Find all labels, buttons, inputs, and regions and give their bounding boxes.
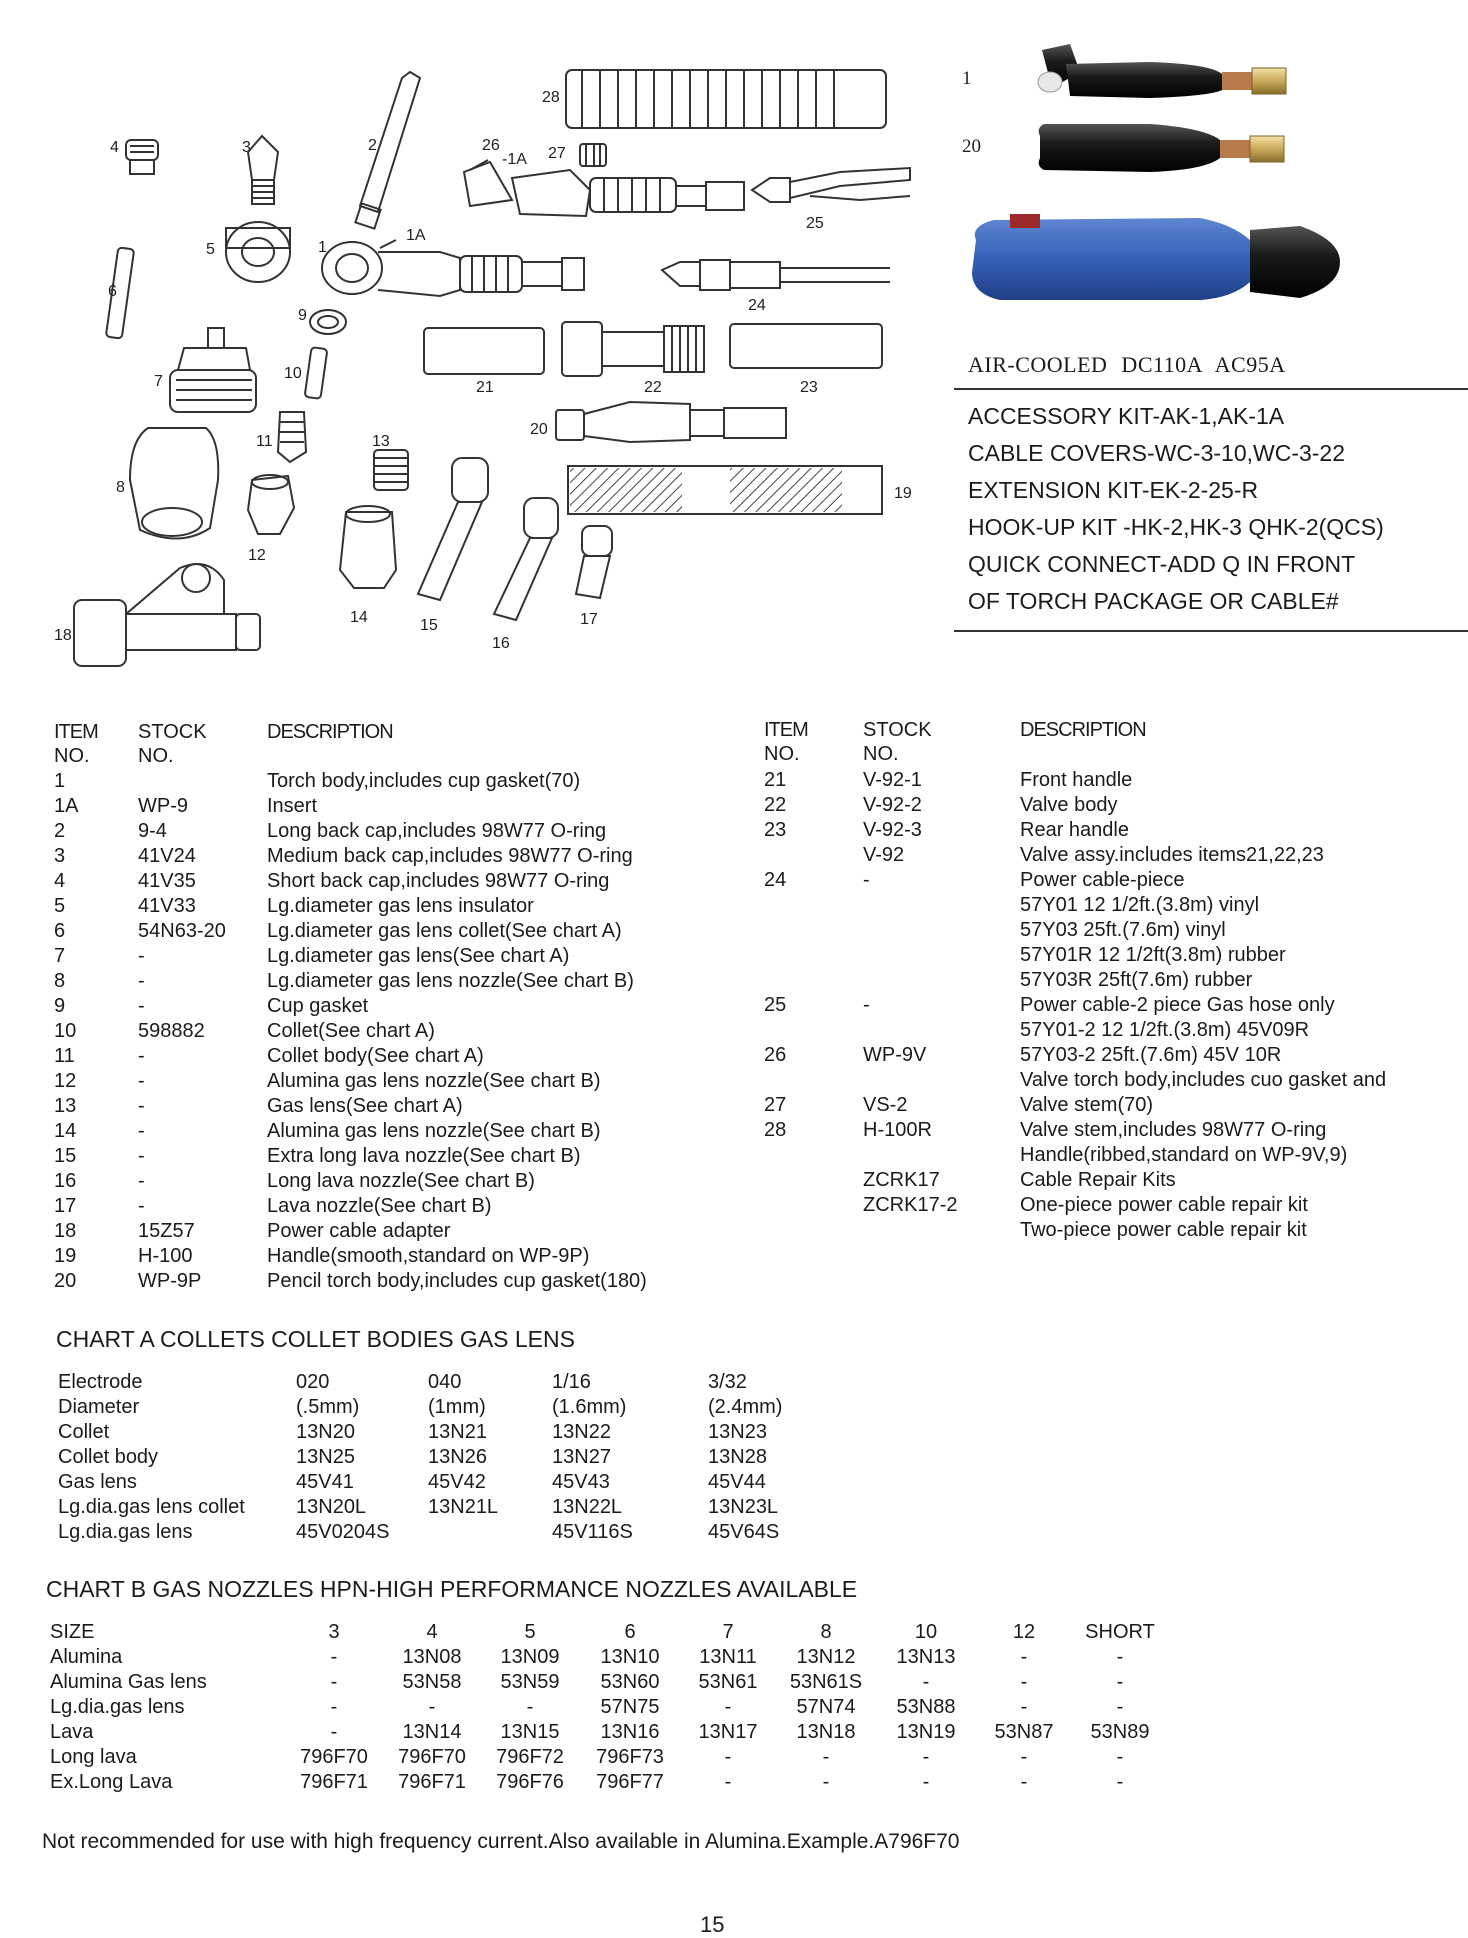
chart-b-cell: 13N17 xyxy=(698,1721,758,1743)
parts-desc: Lava nozzle(See chart B) xyxy=(267,1195,492,1217)
parts-item: 4 xyxy=(54,870,66,892)
chart-b-cell: - xyxy=(1116,1696,1124,1718)
header-stock-right: STOCK xyxy=(863,719,932,741)
parts-item: 26 xyxy=(764,1044,787,1066)
parts-desc: Front handle xyxy=(1020,769,1133,791)
chart-a-cell: 3/32 xyxy=(708,1371,747,1393)
chart-b-cell: - xyxy=(1020,1771,1028,1793)
chart-b-cell: - xyxy=(822,1746,830,1768)
callout-17: 17 xyxy=(580,611,598,628)
chart-b-cell: - xyxy=(922,1671,930,1693)
chart-b-row-label: SIZE xyxy=(50,1621,95,1643)
parts-stock: 598882 xyxy=(138,1020,205,1042)
chart-b-cell: - xyxy=(330,1671,338,1693)
chart-a-cell: 45V116S xyxy=(552,1521,633,1543)
chart-a-cell: 45V41 xyxy=(296,1471,354,1493)
parts-stock: 54N63-20 xyxy=(138,920,226,942)
parts-desc: Long lava nozzle(See chart B) xyxy=(267,1170,535,1192)
callout-9: 9 xyxy=(298,307,307,324)
parts-item: 25 xyxy=(764,994,787,1016)
chart-a-cell: 13N22 xyxy=(552,1421,611,1443)
chart-a-cell: 13N26 xyxy=(428,1446,487,1468)
chart-b-cell: 53N87 xyxy=(994,1721,1054,1743)
parts-item: 19 xyxy=(54,1245,77,1267)
chart-b-cell: 10 xyxy=(914,1621,938,1643)
chart-a-cell: 13N21 xyxy=(428,1421,487,1443)
chart-b-cell: SHORT xyxy=(1085,1621,1155,1643)
chart-b-cell: 796F77 xyxy=(596,1771,664,1793)
header-stock: STOCK xyxy=(138,721,207,743)
header-item-no-right: NO. xyxy=(764,743,800,765)
part-7-gas-lens xyxy=(170,328,256,412)
chart-b-cell: - xyxy=(330,1721,338,1743)
part-5-insulator xyxy=(226,222,290,282)
kit-line: ACCESSORY KIT-AK-1,AK-1A xyxy=(968,403,1285,429)
parts-stock: - xyxy=(138,1045,145,1067)
callout-7: 7 xyxy=(154,373,163,390)
chart-a-cell: (1.6mm) xyxy=(552,1396,627,1418)
chart-b-row-label: Lg.dia.gas lens xyxy=(50,1696,185,1718)
header-item-right: ITEM xyxy=(764,719,808,741)
parts-desc: Valve stem,includes 98W77 O-ring xyxy=(1020,1119,1327,1141)
chart-b-cell: - xyxy=(330,1646,338,1668)
divider-bottom xyxy=(954,630,1468,632)
parts-stock: - xyxy=(138,995,145,1017)
page-number: 15 xyxy=(700,1912,725,1937)
chart-b-cell: 7 xyxy=(722,1621,734,1643)
chart-b-cell: - xyxy=(822,1771,830,1793)
chart-a-cell: 45V64S xyxy=(708,1521,780,1543)
part-11-collet-body xyxy=(278,412,306,462)
parts-item: 28 xyxy=(764,1119,787,1141)
chart-a-cell: 1/16 xyxy=(552,1371,591,1393)
callout-2: 2 xyxy=(368,137,377,154)
chart-b-cell: 13N12 xyxy=(796,1646,856,1668)
parts-stock: - xyxy=(138,1195,145,1217)
callout-26: 26 xyxy=(482,137,500,154)
parts-desc: One-piece power cable repair kit xyxy=(1020,1194,1308,1216)
parts-stock: ZCRK17 xyxy=(863,1169,940,1191)
chart-b-cell: 796F70 xyxy=(398,1746,466,1768)
chart-a-row-label: Collet body xyxy=(58,1446,159,1468)
parts-item: 9 xyxy=(54,995,66,1017)
chart-b-cell: 12 xyxy=(1012,1621,1036,1643)
parts-table-left xyxy=(54,769,714,1299)
chart-a-cell: (2.4mm) xyxy=(708,1396,783,1418)
parts-item: 7 xyxy=(54,945,66,967)
chart-b-cell: - xyxy=(922,1771,930,1793)
chart-a-cell: 020 xyxy=(296,1371,330,1393)
chart-a-cell: 45V0204S xyxy=(296,1521,390,1543)
rating-line: AIR-COOLED DC110A AC95A xyxy=(968,352,1286,377)
parts-desc: 57Y01 12 1/2ft.(3.8m) vinyl xyxy=(1020,894,1260,916)
photo-handle-blue xyxy=(972,214,1340,300)
part-22-valve-body xyxy=(562,322,704,376)
chart-b-cell: - xyxy=(724,1696,732,1718)
callout-1a: 1A xyxy=(406,227,426,244)
parts-stock: - xyxy=(138,1070,145,1092)
chart-b-row-label: Long lava xyxy=(50,1746,137,1768)
parts-stock: WP-9P xyxy=(138,1270,202,1292)
chart-b-cell: 796F73 xyxy=(596,1746,664,1768)
part-21-front-handle xyxy=(424,328,544,374)
parts-desc: Handle(ribbed,standard on WP-9V,9) xyxy=(1020,1144,1348,1166)
parts-desc: Short back cap,includes 98W77 O-ring xyxy=(267,870,610,892)
chart-b-cell: 53N88 xyxy=(896,1696,956,1718)
chart-a-table xyxy=(58,1370,818,1550)
parts-stock: - xyxy=(138,945,145,967)
parts-desc: Torch body,includes cup gasket(70) xyxy=(267,770,581,792)
parts-desc: Extra long lava nozzle(See chart B) xyxy=(267,1145,581,1167)
parts-desc: Cup gasket xyxy=(267,995,369,1017)
chart-b-cell: 4 xyxy=(426,1621,438,1643)
kit-line: CABLE COVERS-WC-3-10,WC-3-22 xyxy=(968,440,1346,466)
chart-b-cell: - xyxy=(428,1696,436,1718)
callout-15: 15 xyxy=(420,617,438,634)
part-28-ribbed-handle xyxy=(566,70,886,128)
part-14-nozzle xyxy=(340,506,396,588)
photo-torch-1 xyxy=(1038,44,1286,98)
callout-20: 20 xyxy=(530,421,548,438)
chart-a-cell: 13N28 xyxy=(708,1446,767,1468)
callout-23: 23 xyxy=(800,379,818,396)
parts-item: 12 xyxy=(54,1070,77,1092)
parts-item: 10 xyxy=(54,1020,77,1042)
chart-b-row-label: Lava xyxy=(50,1721,94,1743)
parts-desc: Lg.diameter gas lens insulator xyxy=(267,895,534,917)
parts-desc: Power cable-piece xyxy=(1020,869,1185,891)
parts-item: 1 xyxy=(54,770,66,792)
parts-stock: V-92-3 xyxy=(863,819,922,841)
parts-desc: Cable Repair Kits xyxy=(1020,1169,1176,1191)
parts-desc: Lg.diameter gas lens nozzle(See chart B) xyxy=(267,970,634,992)
parts-item: 8 xyxy=(54,970,66,992)
chart-b-cell: - xyxy=(1020,1696,1028,1718)
chart-a-cell: 13N21L xyxy=(428,1496,499,1518)
chart-b-cell: 53N89 xyxy=(1090,1721,1150,1743)
chart-a-row-label: Electrode xyxy=(58,1371,143,1393)
part-19-smooth-handle xyxy=(568,466,882,514)
callout-28: 28 xyxy=(542,89,560,106)
chart-b-row-label: Alumina Gas lens xyxy=(50,1671,207,1693)
chart-a-row-label: Collet xyxy=(58,1421,110,1443)
part-25-power-cable-2-piece xyxy=(752,168,910,202)
parts-stock: WP-9 xyxy=(138,795,188,817)
part-15-extra-long-lava xyxy=(418,458,488,600)
part-26-valve-torch-body xyxy=(464,162,744,216)
parts-desc: Collet body(See chart A) xyxy=(267,1045,484,1067)
chart-a-cell: 13N22L xyxy=(552,1496,623,1518)
kit-list xyxy=(968,398,1384,620)
chart-b-cell: 13N19 xyxy=(896,1721,956,1743)
header-stock-no-right: NO. xyxy=(863,743,899,765)
part-9-cup-gasket xyxy=(310,310,346,334)
parts-stock: - xyxy=(138,970,145,992)
callout-11: 11 xyxy=(256,433,273,450)
callout-6: 6 xyxy=(108,283,117,300)
callout-18: 18 xyxy=(54,627,72,644)
parts-stock: 41V35 xyxy=(138,870,196,892)
callout-14: 14 xyxy=(350,609,368,626)
parts-desc: 57Y03 25ft.(7.6m) vinyl xyxy=(1020,919,1226,941)
parts-desc: Valve stem(70) xyxy=(1020,1094,1154,1116)
chart-b-cell: 13N08 xyxy=(402,1646,462,1668)
chart-b-cell: 796F72 xyxy=(496,1746,564,1768)
parts-stock: H-100 xyxy=(138,1245,193,1267)
parts-desc: 57Y03R 25ft(7.6m) rubber xyxy=(1020,969,1253,991)
parts-desc: Collet(See chart A) xyxy=(267,1020,435,1042)
parts-item: 5 xyxy=(54,895,66,917)
parts-stock: - xyxy=(863,869,870,891)
part-2-long-back-cap xyxy=(355,72,420,229)
chart-a-row-label: Lg.dia.gas lens collet xyxy=(58,1496,245,1518)
parts-desc: 57Y01-2 12 1/2ft.(3.8m) 45V09R xyxy=(1020,1019,1310,1041)
chart-a-cell: 13N20L xyxy=(296,1496,367,1518)
kit-line: EXTENSION KIT-EK-2-25-R xyxy=(968,477,1259,503)
parts-desc: Medium back cap,includes 98W77 O-ring xyxy=(267,845,633,867)
callout-25: 25 xyxy=(806,215,824,232)
part-1-torch-body xyxy=(322,242,584,296)
parts-item: 15 xyxy=(54,1145,77,1167)
part-12-alumina-nozzle xyxy=(248,475,294,534)
callout-12: 12 xyxy=(248,547,266,564)
parts-item: 17 xyxy=(54,1195,77,1217)
parts-stock: V-92 xyxy=(863,844,905,866)
parts-desc: Long back cap,includes 98W77 O-ring xyxy=(267,820,607,842)
part-17-lava-nozzle xyxy=(576,526,612,598)
parts-item: 6 xyxy=(54,920,66,942)
chart-b-cell: - xyxy=(1116,1671,1124,1693)
parts-stock: - xyxy=(863,994,870,1016)
chart-b-cell: 53N59 xyxy=(500,1671,560,1693)
parts-item: 11 xyxy=(54,1045,75,1067)
parts-stock: WP-9V xyxy=(863,1044,927,1066)
part-10-collet xyxy=(305,347,328,399)
chart-a-cell: (1mm) xyxy=(428,1396,486,1418)
part-3-medium-back-cap xyxy=(248,136,278,204)
photo-label-1: 1 xyxy=(962,68,972,89)
part-13-gas-lens xyxy=(374,450,408,490)
parts-desc: Power cable-2 piece Gas hose only xyxy=(1020,994,1335,1016)
chart-a-cell: 040 xyxy=(428,1371,462,1393)
chart-a-cell: 45V43 xyxy=(552,1471,610,1493)
callout-22: 22 xyxy=(644,379,662,396)
chart-a-cell: 13N25 xyxy=(296,1446,355,1468)
chart-b-cell: - xyxy=(1020,1646,1028,1668)
parts-stock: - xyxy=(138,1145,145,1167)
part-8-nozzle xyxy=(130,428,218,539)
chart-b-cell: - xyxy=(1116,1646,1124,1668)
callout-21: 21 xyxy=(476,379,494,396)
callout-13: 13 xyxy=(372,433,390,450)
parts-desc: Rear handle xyxy=(1020,819,1129,841)
chart-a-cell: 45V42 xyxy=(428,1471,486,1493)
chart-b-cell: 796F71 xyxy=(300,1771,368,1793)
parts-desc: Gas lens(See chart A) xyxy=(267,1095,463,1117)
parts-item: 13 xyxy=(54,1095,77,1117)
parts-item: 18 xyxy=(54,1220,77,1242)
chart-b-cell: - xyxy=(724,1746,732,1768)
chart-b-cell: 13N16 xyxy=(600,1721,660,1743)
parts-desc: Lg.diameter gas lens(See chart A) xyxy=(267,945,570,967)
part-20-pencil-torch-body xyxy=(556,402,786,442)
chart-b-cell: 796F71 xyxy=(398,1771,466,1793)
chart-a-row-label: Gas lens xyxy=(58,1471,137,1493)
photo-label-20: 20 xyxy=(962,136,981,157)
parts-stock: 41V24 xyxy=(138,845,196,867)
callout-19: 19 xyxy=(894,485,912,502)
chart-b-cell: 53N60 xyxy=(600,1671,660,1693)
parts-item: 20 xyxy=(54,1270,77,1292)
chart-a-cell: 45V44 xyxy=(708,1471,766,1493)
chart-b-cell: 53N61S xyxy=(789,1671,863,1693)
callout-27: 27 xyxy=(548,145,566,162)
parts-item: 14 xyxy=(54,1120,77,1142)
parts-item: 27 xyxy=(764,1094,787,1116)
callout-4: 4 xyxy=(110,139,119,156)
parts-stock: 41V33 xyxy=(138,895,196,917)
chart-b-cell: 13N18 xyxy=(796,1721,856,1743)
chart-b-cell: 13N09 xyxy=(500,1646,560,1668)
chart-b-table xyxy=(50,1620,1180,1800)
chart-b-cell: 53N61 xyxy=(698,1671,758,1693)
chart-b-cell: 13N15 xyxy=(500,1721,560,1743)
chart-b-cell: 6 xyxy=(624,1621,636,1643)
parts-desc: Valve torch body,includes cuo gasket and xyxy=(1020,1069,1387,1091)
parts-table-right xyxy=(764,768,1444,1248)
parts-item: 23 xyxy=(764,819,787,841)
part-24-power-cable xyxy=(662,260,890,290)
kit-line: OF TORCH PACKAGE OR CABLE# xyxy=(968,588,1339,614)
parts-item: 16 xyxy=(54,1170,77,1192)
kit-line: HOOK-UP KIT -HK-2,HK-3 QHK-2(QCS) xyxy=(968,514,1384,540)
header-item-no: NO. xyxy=(54,745,90,767)
chart-b-cell: - xyxy=(922,1746,930,1768)
parts-desc: Handle(smooth,standard on WP-9P) xyxy=(267,1245,590,1267)
chart-b-cell: - xyxy=(1020,1671,1028,1693)
chart-b-cell: - xyxy=(330,1696,338,1718)
chart-b-cell: - xyxy=(1116,1771,1124,1793)
chart-a-title: CHART A COLLETS COLLET BODIES GAS LENS xyxy=(56,1326,575,1352)
chart-b-row-label: Ex.Long Lava xyxy=(50,1771,173,1793)
photo-torch-20 xyxy=(1039,124,1284,172)
divider-top xyxy=(954,388,1468,390)
part-27-valve-stem xyxy=(580,144,606,166)
callout-24: 24 xyxy=(748,297,766,314)
parts-stock: - xyxy=(138,1095,145,1117)
parts-desc: Alumina gas lens nozzle(See chart B) xyxy=(267,1120,601,1142)
chart-b-cell: - xyxy=(724,1771,732,1793)
chart-b-cell: - xyxy=(1116,1746,1124,1768)
chart-a-cell: 13N27 xyxy=(552,1446,611,1468)
parts-desc: 57Y01R 12 1/2ft(3.8m) rubber xyxy=(1020,944,1286,966)
chart-b-cell: 53N58 xyxy=(402,1671,462,1693)
chart-a-cell: 13N20 xyxy=(296,1421,355,1443)
part-16-long-lava xyxy=(494,498,558,620)
callout-3: 3 xyxy=(242,139,251,156)
chart-b-cell: - xyxy=(1020,1746,1028,1768)
parts-stock: 15Z57 xyxy=(138,1220,195,1242)
part-18-power-cable-adapter xyxy=(74,564,260,666)
chart-b-cell: 13N10 xyxy=(600,1646,660,1668)
parts-desc: 57Y03-2 25ft.(7.6m) 45V 10R xyxy=(1020,1044,1282,1066)
chart-b-cell: 3 xyxy=(328,1621,340,1643)
parts-desc: Alumina gas lens nozzle(See chart B) xyxy=(267,1070,601,1092)
chart-b-cell: 5 xyxy=(524,1621,536,1643)
header-description-right: DESCRIPTION xyxy=(1020,719,1146,741)
parts-desc: Valve body xyxy=(1020,794,1118,816)
parts-stock: 9-4 xyxy=(138,820,167,842)
parts-stock: ZCRK17-2 xyxy=(863,1194,958,1216)
callout-5: 5 xyxy=(206,241,215,258)
parts-item: 24 xyxy=(764,869,787,891)
parts-stock: V-92-1 xyxy=(863,769,922,791)
chart-a-row-label: Lg.dia.gas lens xyxy=(58,1521,193,1543)
header-description: DESCRIPTION xyxy=(267,721,393,743)
callout-16: 16 xyxy=(492,635,510,652)
chart-b-cell: 13N11 xyxy=(699,1646,757,1668)
kit-line: QUICK CONNECT-ADD Q IN FRONT xyxy=(968,551,1356,577)
parts-item: 21 xyxy=(764,769,787,791)
parts-desc: Valve assy.includes items21,22,23 xyxy=(1020,844,1324,866)
chart-b-row-label: Alumina xyxy=(50,1646,123,1668)
parts-item: 1A xyxy=(54,795,79,817)
chart-b-cell: 57N74 xyxy=(796,1696,856,1718)
chart-b-cell: 13N13 xyxy=(896,1646,956,1668)
parts-desc: Insert xyxy=(267,795,318,817)
chart-b-cell: 796F76 xyxy=(496,1771,564,1793)
callout-8: 8 xyxy=(116,479,125,496)
footnote: Not recommended for use with high frequency current.Also available in Alumina.Example.A796F70 xyxy=(42,1830,960,1853)
chart-b-cell: 796F70 xyxy=(300,1746,368,1768)
parts-desc: Two-piece power cable repair kit xyxy=(1020,1219,1307,1241)
chart-a-cell: 13N23 xyxy=(708,1421,767,1443)
parts-stock: H-100R xyxy=(863,1119,932,1141)
part-23-rear-handle xyxy=(730,324,882,368)
parts-stock: VS-2 xyxy=(863,1094,908,1116)
parts-item: 22 xyxy=(764,794,787,816)
parts-stock: V-92-2 xyxy=(863,794,922,816)
chart-a-cell: (.5mm) xyxy=(296,1396,360,1418)
chart-b-cell: 13N14 xyxy=(402,1721,462,1743)
chart-b-cell: 57N75 xyxy=(600,1696,660,1718)
chart-a-row-label: Diameter xyxy=(58,1396,140,1418)
part-4-short-back-cap xyxy=(126,140,158,174)
header-stock-no: NO. xyxy=(138,745,174,767)
parts-desc: Lg.diameter gas lens collet(See chart A) xyxy=(267,920,622,942)
header-item: ITEM xyxy=(54,721,98,743)
callout-1: 1 xyxy=(318,239,327,256)
chart-b-cell: 8 xyxy=(820,1621,832,1643)
parts-item: 2 xyxy=(54,820,66,842)
parts-desc: Power cable adapter xyxy=(267,1220,451,1242)
parts-stock: - xyxy=(138,1170,145,1192)
parts-item: 3 xyxy=(54,845,66,867)
callout-26-1a: -1A xyxy=(502,151,527,168)
callout-10: 10 xyxy=(284,365,302,382)
chart-a-cell: 13N23L xyxy=(708,1496,779,1518)
chart-b-title: CHART B GAS NOZZLES HPN-HIGH PERFORMANCE NOZZLES AVAILABLE xyxy=(46,1576,858,1602)
parts-desc: Pencil torch body,includes cup gasket(180) xyxy=(267,1270,647,1292)
chart-b-cell: - xyxy=(526,1696,534,1718)
parts-stock: - xyxy=(138,1120,145,1142)
